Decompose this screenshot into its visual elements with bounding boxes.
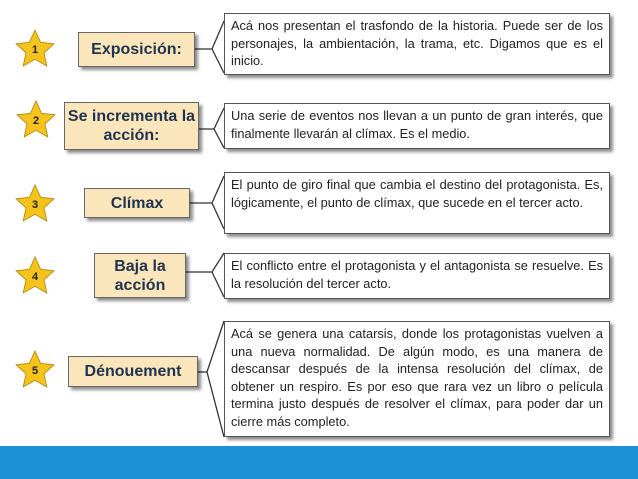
- step-3-label: Clímax: [84, 188, 190, 218]
- step-1-star-badge: [13, 27, 57, 71]
- step-4-label: Baja la acción: [94, 253, 186, 298]
- step-1-number: 1: [31, 44, 39, 56]
- step-3-number: 3: [31, 199, 39, 211]
- step-5-description: Acá se genera una catarsis, donde los protagonistas vuelven a una nueva normalidad. De algún modo, es una manera de descansar después de la intensa resolución del clímax, de obtener un respiro. Es por eso que rara vez un libro o película termina justo después de resolver el clímax, para poder dar un cierre más completo.: [224, 321, 610, 437]
- step-5-label: Dénouement: [68, 356, 198, 387]
- step-3-star-badge: [13, 182, 57, 226]
- step-4-number: 4: [31, 271, 39, 283]
- step-5-number: 5: [31, 365, 39, 377]
- step-2-star-badge: [14, 98, 58, 142]
- connector-1: [195, 21, 224, 73]
- step-5-star-badge: [13, 348, 57, 392]
- step-2-label: Se incrementa la acción:: [64, 102, 199, 150]
- step-2-description: Una serie de eventos nos llevan a un punto de gran interés, que finalmente llevarán al clímax. Es el medio.: [224, 103, 610, 149]
- step-2-number: 2: [32, 115, 40, 127]
- footer-bar: [0, 446, 638, 479]
- step-4-star-badge: [13, 254, 57, 298]
- step-4-description: El conflicto entre el protagonista y el antagonista se resuelve. Es la resolución del tercer acto.: [224, 253, 610, 299]
- step-1-label: Exposición:: [78, 32, 195, 67]
- step-1-description: Acá nos presentan el trasfondo de la historia. Puede ser de los personajes, la ambientación, la trama, etc. Digamos que es el inicio.: [224, 13, 610, 75]
- connector-5: [198, 321, 224, 437]
- connector-4: [186, 253, 224, 297]
- step-3-description: El punto de giro final que cambia el destino del protagonista. Es, lógicamente, el punto de clímax, que sucede en el tercer acto.: [224, 172, 610, 234]
- connector-2: [199, 108, 224, 148]
- connector-3: [190, 176, 224, 229]
